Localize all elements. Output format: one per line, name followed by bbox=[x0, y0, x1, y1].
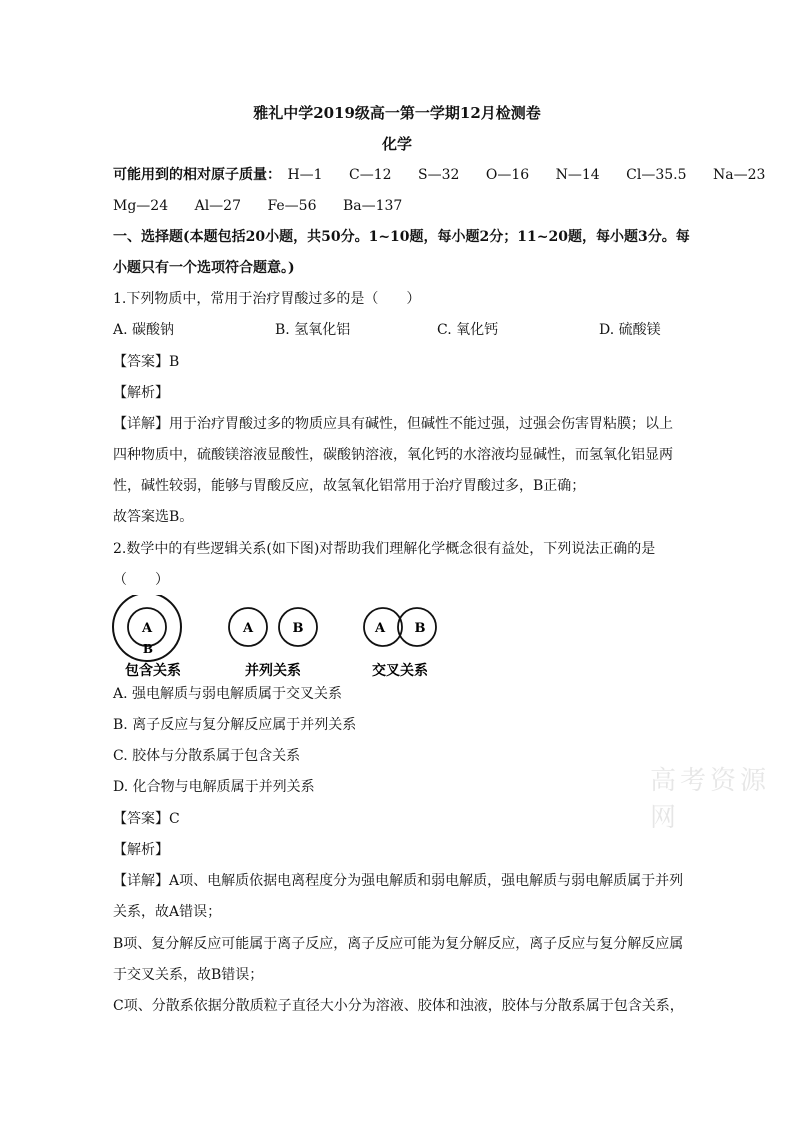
mass-item: Ba—137 bbox=[342, 198, 403, 214]
q1-option-c: C. 氧化钙 bbox=[437, 322, 499, 338]
logic-relations-diagram bbox=[0, 595, 794, 685]
mass-item: Cl—35.5 bbox=[626, 167, 687, 183]
q2-stem-cont: （ ） bbox=[113, 572, 169, 588]
caption-parallel: 并列关系 bbox=[245, 663, 301, 679]
caption-intersection: 交叉关系 bbox=[372, 663, 428, 679]
q1-detail-line: 性，碱性较弱，能够与胃酸反应，故氢氧化铝常用于治疗胃酸过多，B正确； bbox=[113, 478, 586, 494]
subject-title: 化学 bbox=[381, 135, 412, 153]
masses-label: 可能用到的相对原子质量： bbox=[113, 167, 281, 183]
mass-item: S—32 bbox=[418, 167, 460, 183]
atomic-masses-row2 bbox=[113, 196, 402, 216]
mass-item: Mg—24 bbox=[113, 198, 169, 214]
caption-containment: 包含关系 bbox=[125, 663, 181, 679]
q1-option-a: A. 碳酸钠 bbox=[113, 322, 175, 338]
q2-stem: 2.数学中的有些逻辑关系(如下图)对帮助我们理解化学概念很有益处，下列说法正确的是 bbox=[113, 541, 656, 557]
q1-answer: 【答案】B bbox=[113, 354, 180, 370]
q1-detail-line: 【详解】用于治疗胃酸过多的物质应具有碱性，但碱性不能过强，过强会伤害胃粘膜；以上 bbox=[113, 416, 673, 432]
q1-option-d: D. 硫酸镁 bbox=[599, 322, 661, 338]
q2-detail-line: 【详解】A项、电解质依据电离程度分为强电解质和弱电解质，强电解质与弱电解质属于并列 bbox=[113, 873, 684, 889]
mass-item: O—16 bbox=[485, 167, 530, 183]
q1-option-b: B. 氢氧化铝 bbox=[275, 322, 351, 338]
mass-item: N—14 bbox=[555, 167, 600, 183]
q2-option-b: B. 离子反应与复分解反应属于并列关系 bbox=[113, 717, 357, 733]
q2-analysis: 【解析】 bbox=[113, 842, 169, 858]
containment-label-a: A bbox=[141, 621, 153, 636]
section-heading: 一、选择题(本题包括20小题，共50分。1~10题，每小题2分；11~20题，每小题3分。每 bbox=[113, 229, 690, 245]
mass-item: Fe—56 bbox=[267, 198, 317, 214]
intersection-label-a: A bbox=[374, 621, 386, 636]
q2-detail-line: B项、复分解反应可能属于离子反应，离子反应可能为复分解反应，离子反应与复分解反应属 bbox=[113, 936, 684, 952]
section-heading-cont: 小题只有一个选项符合题意。) bbox=[113, 260, 295, 276]
parallel-label-b: B bbox=[292, 621, 304, 636]
q2-option-a: A. 强电解质与弱电解质属于交叉关系 bbox=[113, 686, 343, 702]
q1-analysis: 【解析】 bbox=[113, 385, 169, 401]
q2-detail-line: 于交叉关系，故B错误； bbox=[113, 967, 264, 983]
mass-item: H—1 bbox=[287, 167, 323, 183]
q2-detail-line: 关系，故A错误； bbox=[113, 904, 222, 920]
q2-detail-line: C项、分散系依据分散质粒子直径大小分为溶液、胶体和浊液，胶体与分散系属于包含关系， bbox=[113, 998, 684, 1014]
mass-item: Al—27 bbox=[194, 198, 241, 214]
watermark: 高考资源网 bbox=[650, 766, 771, 833]
atomic-masses bbox=[113, 165, 765, 185]
q2-answer: 【答案】C bbox=[113, 811, 180, 827]
containment-label-b: B bbox=[142, 642, 154, 656]
mass-item: C—12 bbox=[349, 167, 392, 183]
mass-item: Na—23 bbox=[712, 167, 766, 183]
q1-stem: 1.下列物质中，常用于治疗胃酸过多的是（ ） bbox=[113, 291, 421, 307]
page-title: 雅礼中学2019级高一第一学期12月检测卷 bbox=[253, 104, 541, 122]
q2-option-c: C. 胶体与分散系属于包含关系 bbox=[113, 748, 301, 764]
q1-detail-line: 四种物质中，硫酸镁溶液显酸性，碳酸钠溶液，氧化钙的水溶液均显碱性，而氢氧化铝显两 bbox=[113, 447, 673, 463]
intersection-label-b: B bbox=[414, 621, 426, 636]
q2-option-d: D. 化合物与电解质属于并列关系 bbox=[113, 779, 315, 795]
parallel-label-a: A bbox=[242, 621, 254, 636]
q1-detail-line: 故答案选B。 bbox=[113, 509, 194, 525]
